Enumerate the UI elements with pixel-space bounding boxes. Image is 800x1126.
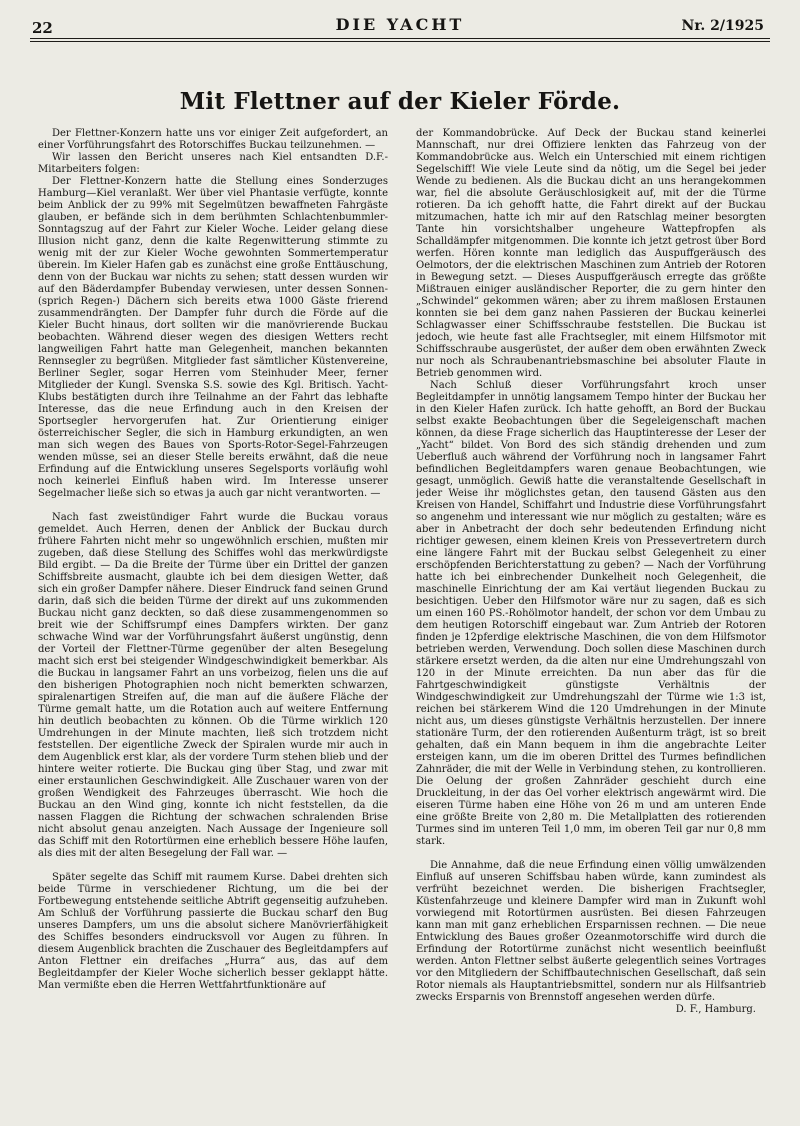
paragraph-gap [38, 500, 388, 512]
issue-number: Nr. 2/1925 [681, 18, 764, 34]
left-column [38, 128, 388, 1113]
paragraph: Später segelte das Schiff mit raumem Kurse. Dabei drehten sich beide Türme in verschiedener Richtung, um die bei der Fortbewegung entstehende seitliche Abtrift gegenseitig aufzuheben. Am Schluß der Vorführung passierte die Buckau scharf den Bug unseres Dampfers, um uns die absolut sichere Manövrierfähigkeit des Schiffes besonders eindrucksvoll vor Augen zu führen. In diesem Augenblick brachten die Zuschauer des Begleitdampfers auf Anton Flettner ein dreifaches „Hurra“ aus, das auf dem Begleitdampfer der Kieler Woche sicherlich besser geklappt hätte. Man vermißte eben die Herren Wettfahrtfunktionäre auf [38, 872, 388, 991]
page-number: 22 [32, 19, 53, 37]
author-signature: D. F., Hamburg. [675, 1004, 756, 1015]
paragraph: der Kommandobrücke. Auf Deck der Buckau stand keinerlei Mannschaft, nur drei Offiziere lenkten das Fahrzeug von der Kommandobrücke aus. Welch ein Unterschied mit einem richtigen Segelschiff! Wie viele Leute sind da nötig, um die Segel bei jeder Wende zu bedienen. Als die Buckau dicht an uns herangekommen war, fiel die absolute Geräuschlosigkeit auf, mit der die Türme rotieren. Da ich gehofft hatte, die Fahrt direkt auf der Buckau mitzumachen, hatte ich mir auf den Ratschlag meiner besorgten Tante hin vorsichtshalber ungeheure Wattepfropfen als Schalldämpfer mitgenommen. Die konnte ich jetzt getrost über Bord werfen. Hören konnte man lediglich das Auspuffgeräusch des Oelmotors, der die elektrischen Maschinen zum Antrieb der Rotoren in Bewegung setzt. — Dieses Auspuffgeräusch erregte das größte Mißtrauen einiger ausländischer Reporter, die zu gern hinter den „Schwindel“ gekommen wären; aber zu ihrem maßlosen Erstaunen konnten sie bei dem ganz nahen Passieren der Buckau keinerlei Schlagwasser einer Schiffsschraube feststellen. Die Buckau ist jedoch, wie heute fast alle Frachtsegler, mit einem Hilfsmotor mit Schiffsschraube ausgerüstet, der außer dem oben erwähnten Zweck nur noch als Schraubenantriebsmaschine bei absoluter Flaute in Betrieb genommen wird. [416, 128, 766, 379]
right-column [416, 128, 766, 1113]
paragraph: Die Annahme, daß die neue Erfindung einen völlig umwälzenden Einfluß auf unseren Schiffsbau haben würde, kann zumindest als verfrüht bezeichnet werden. Die bisherigen Frachtsegler, Küstenfahrzeuge und kleinere Dampfer wird man in Zukunft wohl vorwiegend mit Rotortürmen ausrüsten. Bei diesen Fahrzeugen kann man mit ganz erheblichen Ersparnissen rechnen. — Die neue Entwicklung des Baues großer Ozeanmotorschiffe wird durch die Erfindung der Rotortürme zunächst nicht wesentlich beeinflußt werden. Anton Flettner selbst äußerte gelegentlich seines Vortrages vor den Mitgliedern der Schiffbautechnischen Gesellschaft, daß sein Rotor niemals als Hauptantriebsmittel, sondern nur als Hilfsantrieb zwecks Ersparnis von Brennstoff angesehen werden dürfe. [416, 860, 766, 1003]
paragraph: Nach fast zweistündiger Fahrt wurde die Buckau voraus gemeldet. Auch Herren, denen der Anblick der Buckau durch frühere Fahrten nicht mehr so ungewöhnlich erschien, mußten mir zugeben, daß diese Stellung des Schiffes wohl das merkwürdigste Bild ergibt. — Da die Breite der Türme über ein Drittel der ganzen Schiffsbreite ausmacht, glaubte ich bei dem diesigen Wetter, daß sich ein großer Dampfer nähere. Dieser Eindruck fand seinen Grund darin, daß sich die beiden Türme der direkt auf uns zukommenden Buckau nicht ganz deckten, so daß diese zusammengenommen so breit wie der Schiffsrumpf eines Dampfers wirkten. Der ganz schwache Wind war der Vorführungsfahrt äußerst ungünstig, denn der Vorteil der Flettner-Türme gegenüber der alten Besegelung macht sich erst bei steigender Windgeschwindigkeit bemerkbar. Als die Buckau in langsamer Fahrt an uns vorbeizog, fielen uns die auf den bisherigen Photographien noch nicht bemerkten schwarzen, spiralenartigen Streifen auf, die man auf die äußere Fläche der Türme gemalt hatte, um die Rotation auch auf weitere Entfernung hin deutlich beobachten zu können. Ob die Türme wirklich 120 Umdrehungen in der Minute machten, ließ sich trotzdem nicht feststellen. Der eigentliche Zweck der Spiralen wurde mir auch in dem Augenblick erst klar, als der vordere Turm stehen blieb und der hintere weiter rotierte. Die Buckau ging über Stag, und zwar mit einer erstaunlichen Geschwindigkeit. Alle Zuschauer waren von der großen Wendigkeit des Fahrzeuges überrascht. Wie hoch die Buckau an den Wind ging, konnte ich nicht feststellen, da die nassen Flaggen die Richtung der schwachen schralenden Brise nicht absolut genau anzeigten. Nach Aussage der Ingenieure soll das Schiff mit den Rotortürmen eine erheblich bessere Höhe laufen, als dies mit der alten Besegelung der Fall war. — [38, 512, 388, 859]
page-header [0, 8, 800, 36]
article-title: Mit Flettner auf der Kieler Förde. [179, 88, 621, 115]
paragraph: Der Flettner-Konzern hatte uns vor einiger Zeit aufgefordert, an einer Vorführungsfahrt des Rotorschiffes Buckau teilzunehmen. — [38, 128, 388, 151]
header-rule-thin [30, 41, 770, 42]
paragraph: Nach Schluß dieser Vorführungsfahrt kroch unser Begleitdampfer in unnötig langsamem Tempo hinter der Buckau her in den Kieler Hafen zurück. Ich hatte gehofft, an Bord der Buckau selbst exakte Beobachtungen über die Segeleigenschaft machen können, da diese Frage sicherlich das Hauptinteresse der Leser der „Yacht“ bildet. Von Bord des sich ständig drehenden und zum Ueberfluß auch während der Vorführung noch in langsamer Fahrt befindlichen Begleitdampfers waren genaue Beobachtungen, wie gesagt, unmöglich. Gewiß hatte die veranstaltende Gesellschaft in jeder Weise ihr möglichstes getan, den tausend Gästen aus den Kreisen von Handel, Schiffahrt und Industrie diese Vorführungsfahrt so angenehm und interessant wie nur möglich zu gestalten; wäre es aber in Anbetracht der doch sehr bedeutenden Erfindung nicht richtiger gewesen, einem kleinen Kreis von Pressevertretern durch eine längere Fahrt mit der Buckau selbst Gelegenheit zu einer erschöpfenden Berichterstattung zu geben? — Nach der Vorführung hatte ich bei einbrechender Dunkelheit noch Gelegenheit, die maschinelle Einrichtung der am Kai vertäut liegenden Buckau zu besichtigen. Ueber den Hilfsmotor wäre nur zu sagen, daß es sich um einen 160 PS.-Rohölmotor handelt, der schon vor dem Umbau zu dem heutigen Rotorschiff eingebaut war. Zum Antrieb der Rotoren finden je 12pferdige elektrische Maschinen, die von dem Hilfsmotor betrieben werden, Verwendung. Doch sollen diese Maschinen durch stärkere ersetzt werden, da die alten nur eine Umdrehungszahl von 120 in der Minute erreichten. Da nun aber das für die Fahrtgeschwindigkeit günstigste Verhältnis der Windgeschwindigkeit zur Umdrehungszahl der Türme wie 1:3 ist, reichen bei stärkerem Wind die 120 Umdrehungen in der Minute nicht aus, um dieses günstigste Verhältnis herzustellen. Der innere stationäre Turm, der den rotierenden Außenturm trägt, ist so breit gehalten, daß ein Mann bequem in ihm die angebrachte Leiter ersteigen kann, um die im oberen Drittel des Turmes befindlichen Zahnräder, die mit der Welle in Verbindung stehen, zu kontrollieren. Die Oelung der großen Zahnräder geschieht durch eine Druckleitung, in der das Oel vorher elektrisch angewärmt wird. Die eiseren Türme haben eine Höhe von 26 m und am unteren Ende eine größte Breite von 2,80 m. Die Metallplatten des rotierenden Turmes sind im unteren Teil 1,0 mm, im oberen Teil gar nur 0,8 mm stark. [416, 380, 766, 847]
paragraph-gap [38, 860, 388, 872]
paragraph: Der Flettner-Konzern hatte die Stellung eines Sonderzuges Hamburg—Kiel veranlaßt. Wer über viel Phantasie verfügte, konnte beim Anblick der zu 99% mit Segelmützen bewaffneten Fahrgäste glauben, er befände sich in dem berühmten Schlachtenbummler-Sonntagszug auf der Fahrt zur Kieler Woche. Leider gelang diese Illusion nicht ganz, denn die kalte Regenwitterung stimmte zu wenig mit der zur Kieler Woche gewohnten Sommertemperatur überein. Im Kieler Hafen gab es zunächst eine große Enttäuschung, denn von der Buckau war nichts zu sehen; statt dessen wurden wir auf den Bäderdampfer Bubenday verwiesen, unter dessen Sonnen- (sprich Regen-) Dächern sich bereits etwa 1000 Gäste frierend zusammendrängten. Der Dampfer fuhr durch die Förde auf die Kieler Bucht hinaus, dort sollten wir die manövrierende Buckau beobachten. Während dieser wegen des diesigen Wetters recht langweiligen Fahrt hatte man Gelegenheit, manchen bekannten Rennsegler zu begrüßen. Mitglieder fast sämtlicher Küstenvereine, Berliner Segler, sogar Herren vom Steinhuder Meer, ferner Mitglieder der Kungl. Svenska S.S. sowie des Kgl. Britisch. Yacht-Klubs bestätigten durch ihre Teilnahme an der Fahrt das lebhafte Interesse, das die neue Erfindung auch in den Kreisen der Sportsegler hervorgerufen hat. Zur Orientierung einiger österreichischer Segler, die sich in Hamburg erkundigten, an wen man sich wegen des Baues von Sports-Rotor-Segel-Fahrzeugen wenden müsse, sei an dieser Stelle bereits erwähnt, daß die neue Erfindung auf die Entwicklung unseres Segelsports vorläufig wohl noch keinerlei Einfluß haben wird. Im Interesse unserer Segelmacher ließe sich so etwas ja auch gar nicht verantworten. — [38, 176, 388, 499]
header-rule [30, 38, 770, 39]
paragraph-gap [416, 848, 766, 860]
magazine-title: DIE YACHT [335, 15, 465, 34]
paragraph: Wir lassen den Bericht unseres nach Kiel entsandten D.F.-Mitarbeiters folgen: [38, 152, 388, 175]
